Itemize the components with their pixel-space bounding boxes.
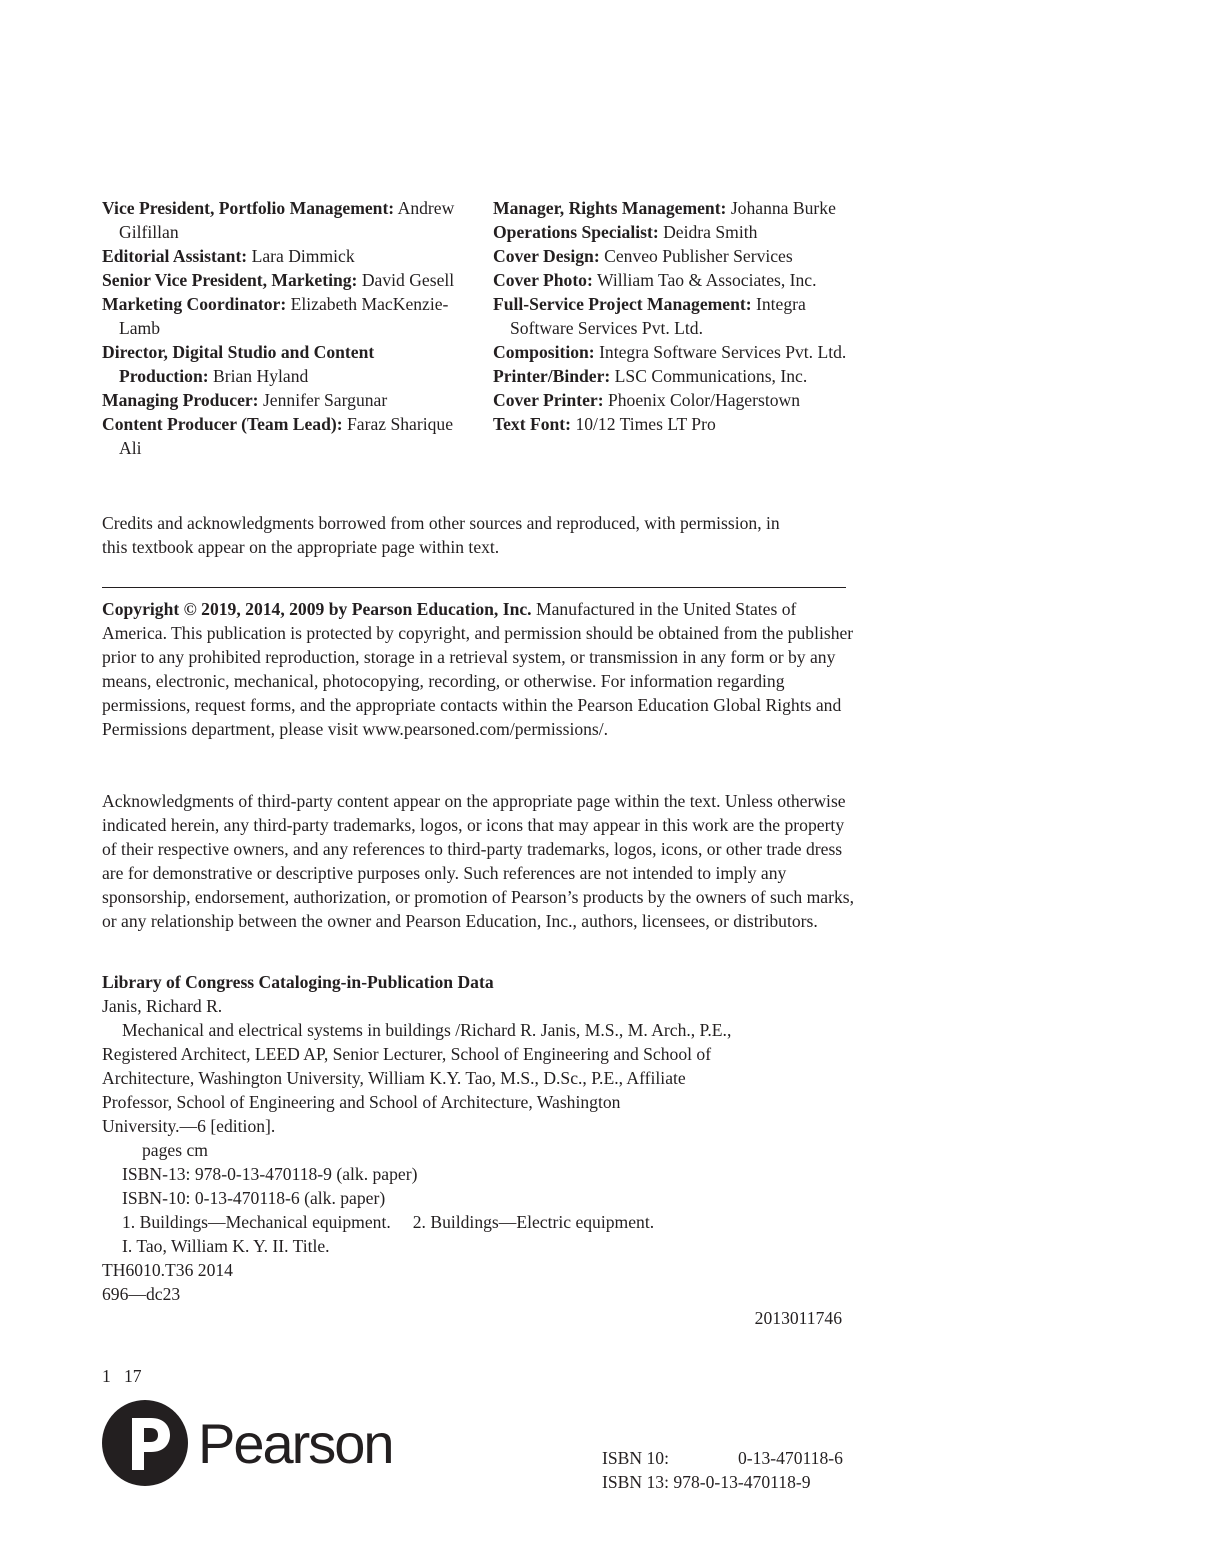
copyright-statement: Copyright © 2019, 2014, 2009 by Pearson Education, Inc. (102, 599, 532, 619)
credit-entry (102, 244, 462, 268)
isbn-row (602, 1470, 852, 1494)
cip-pages: pages cm (142, 1140, 208, 1160)
cip-description-line: Mechanical and electrical systems in buildings /Richard R. Janis, M.S., M. Arch., P.E., (122, 1020, 732, 1040)
credit-name: Cenveo Publisher Services (604, 246, 793, 266)
cip-titles: I. Tao, William K. Y. II. Title. (122, 1236, 330, 1256)
credit-entry (493, 268, 863, 292)
copyright-text: Manufactured in the United States of America. This publication is protected by copyright, and permission should be obtained from the publisher prior to any prohibited reproduction, storage in a retrieval system, or transmission in any form or by any means, electronic, mechanical, photocopying, recording, or otherwise. For information regarding permissions, request forms, and the appropriate contacts within the Pearson Education Global Rights and Permissions department, please visit www.pearsoned.com/permissions/. (102, 599, 854, 739)
isbn-value: 978-0-13-470118-9 (673, 1472, 811, 1492)
credit-role: Cover Design: (493, 246, 600, 266)
credit-role: Cover Printer: (493, 390, 604, 410)
credit-entry (102, 340, 462, 388)
credit-entry (102, 268, 462, 292)
isbn-row (602, 1446, 852, 1470)
credit-role: Composition: (493, 342, 595, 362)
pearson-wordmark: Pearson (198, 1412, 393, 1475)
credit-entry (493, 340, 863, 364)
credit-role: Text Font: (493, 414, 572, 434)
credit-entry (493, 244, 863, 268)
credit-role: Operations Specialist: (493, 222, 659, 242)
credit-role: Vice President, Portfolio Management: (102, 198, 395, 218)
credit-name: Phoenix Color/Hagerstown (607, 390, 801, 410)
cip-description-line: Architecture, Washington University, William K.Y. Tao, M.S., D.Sc., P.E., Affiliate (102, 1068, 686, 1088)
acknowledgments-paragraph: Acknowledgments of third-party content appear on the appropriate page within the text. Unless otherwise indicated herein, any third-party trademarks, logos, or icons that may appear in this work are the property of their respective owners, and any references to third-party trademarks, logos, icons, or other trade dress are for demonstrative or descriptive purposes only. Such references are not intended to imply any sponsorship, endorsement, authorization, or promotion of Pearson’s products by the owners of such marks, or any relationship between the owner and Pearson Education, Inc., authors, licensees, or distributors. (102, 791, 855, 931)
credit-entry (102, 412, 462, 460)
pearson-logo-icon (102, 1396, 432, 1490)
credit-name: Deidra Smith (663, 222, 758, 242)
credit-name: Jennifer Sargunar (262, 390, 388, 410)
credit-entry (493, 220, 863, 244)
isbn-label: ISBN 13: (602, 1472, 669, 1492)
credit-entry (493, 196, 863, 220)
credit-name: William Tao & Associates, Inc. (596, 270, 817, 290)
credits-note: Credits and acknowledgments borrowed from other sources and reproduced, with permission, in this textbook appear on the appropriate page within text. (102, 513, 780, 557)
pearson-logo (102, 1396, 432, 1490)
copyright-paragraph (102, 597, 857, 741)
credit-entry (493, 292, 863, 340)
credit-entry (102, 196, 462, 244)
credits-right-column (493, 196, 863, 436)
credit-entry (493, 388, 863, 412)
cip-author: Janis, Richard R. (102, 996, 223, 1016)
printing-line: 1 17 (102, 1366, 142, 1386)
credit-entry (493, 364, 863, 388)
cip-description-line: Professor, School of Engineering and School of Architecture, Washington (102, 1092, 621, 1112)
cip-description-line: Registered Architect, LEED AP, Senior Lecturer, School of Engineering and School of (102, 1044, 712, 1064)
cip-isbn13: ISBN-13: 978-0-13-470118-9 (alk. paper) (122, 1164, 418, 1184)
credit-name: Faraz Sharique Ali (119, 414, 454, 458)
cip-heading: Library of Congress Cataloging-in-Publication Data (102, 972, 494, 992)
credit-role: Marketing Coordinator: (102, 294, 287, 314)
credit-name: 10/12 Times LT Pro (575, 414, 716, 434)
credit-name: Elizabeth MacKenzie-Lamb (119, 294, 449, 338)
credits-left-column (102, 196, 462, 460)
credit-name: Johanna Burke (730, 198, 836, 218)
credit-name: David Gesell (361, 270, 455, 290)
credit-role: Manager, Rights Management: (493, 198, 727, 218)
credit-entry (493, 412, 863, 436)
isbn-value: 0-13-470118-6 (738, 1448, 843, 1468)
credit-role: Editorial Assistant: (102, 246, 248, 266)
credit-name: LSC Communications, Inc. (614, 366, 808, 386)
credit-name: Brian Hyland (213, 366, 309, 386)
credit-role: Full-Service Project Management: (493, 294, 752, 314)
credit-role: Senior Vice President, Marketing: (102, 270, 358, 290)
credit-role: Managing Producer: (102, 390, 259, 410)
credit-role: Director, Digital Studio and Content Production: (102, 342, 375, 386)
credit-name: Integra Software Services Pvt. Ltd. (599, 342, 847, 362)
cip-subjects: 1. Buildings—Mechanical equipment. 2. Buildings—Electric equipment. (122, 1212, 655, 1232)
credit-role: Printer/Binder: (493, 366, 611, 386)
cip-dewey: 696—dc23 (102, 1284, 181, 1304)
cip-lccn: 2013011746 (754, 1308, 842, 1328)
credit-entry (102, 388, 462, 412)
credit-name: Lara Dimmick (251, 246, 355, 266)
isbn-label: ISBN 10: (602, 1448, 669, 1468)
credit-role: Content Producer (Team Lead): (102, 414, 343, 434)
isbn-block (602, 1446, 852, 1494)
credit-role: Cover Photo: (493, 270, 593, 290)
divider-rule (102, 587, 846, 588)
credit-entry (102, 292, 462, 340)
cip-call-number: TH6010.T36 2014 (102, 1260, 233, 1280)
cip-description-line: University.—6 [edition]. (102, 1116, 276, 1136)
credit-name: Andrew Gilfillan (119, 198, 455, 242)
cip-data (102, 970, 862, 1306)
cip-isbn10: ISBN-10: 0-13-470118-6 (alk. paper) (122, 1188, 386, 1208)
credit-name: Integra Software Services Pvt. Ltd. (510, 294, 806, 338)
